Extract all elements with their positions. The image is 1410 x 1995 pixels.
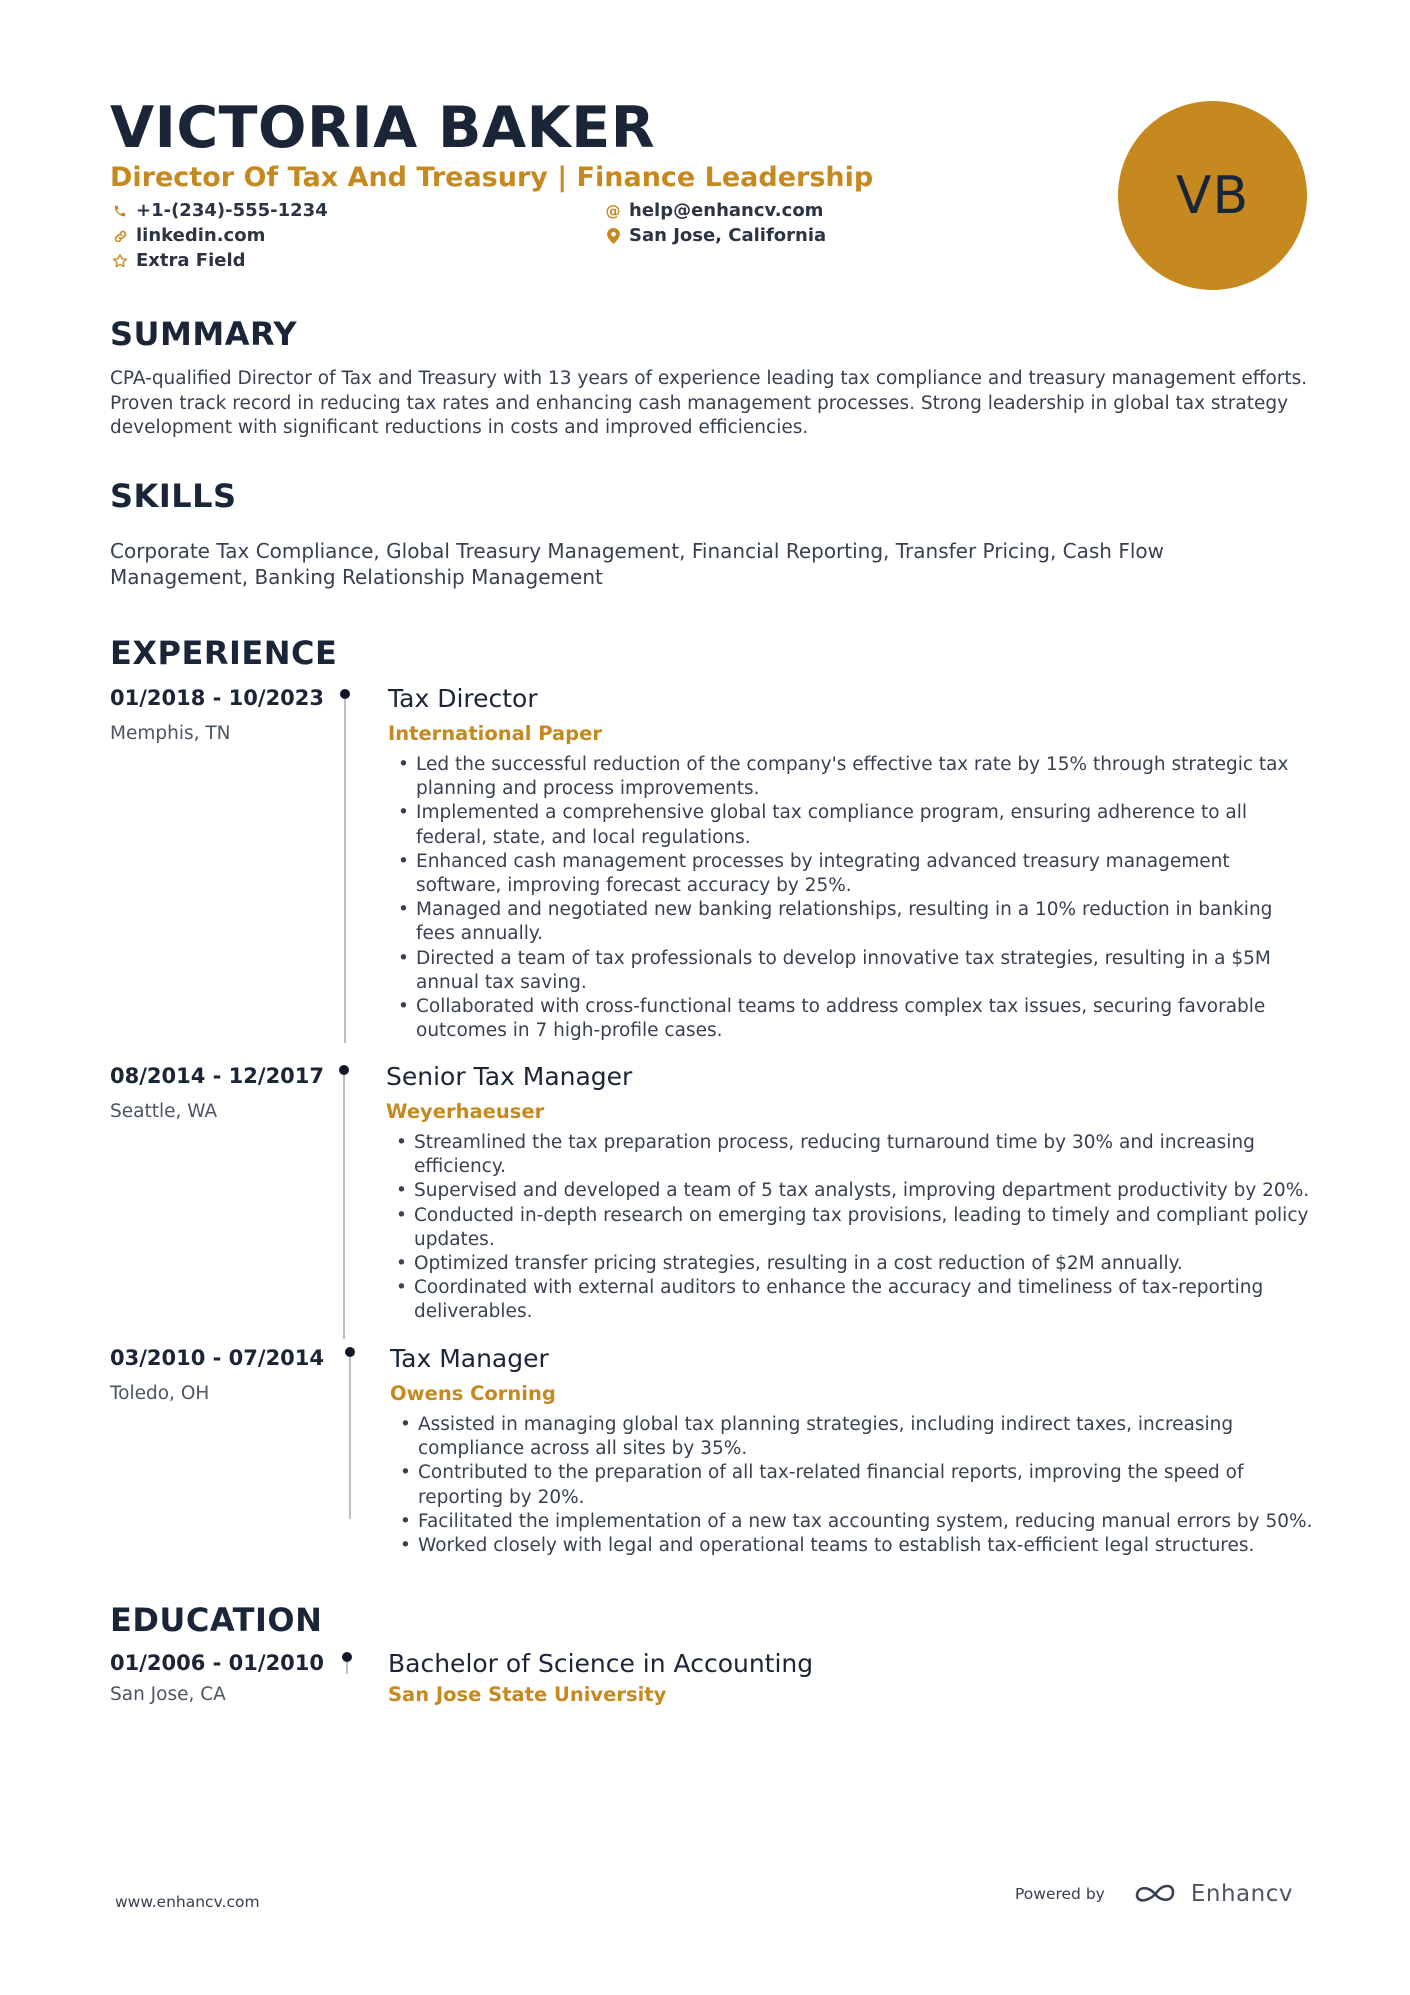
at-icon: @ [605,202,621,220]
entry-bullets [392,1131,1312,1325]
linkedin-link[interactable]: linkedin.com [136,225,266,246]
list-item: • Managed and negotiated new banking relationships, resulting in a 10% reduction in banking fees annually. [394,898,1314,946]
timeline-line [346,1662,348,1674]
list-item: • Enhanced cash management processes by integrating advanced treasury management software, improving forecast accuracy by 25%. [394,850,1314,898]
contact-linkedin [110,223,265,249]
contact-phone [110,198,328,224]
entry-location: Memphis, TN [110,723,231,744]
summary-text: CPA-qualified Director of Tax and Treasury with 13 years of experience leading tax compliance and treasury management efforts. Proven track record in reducing tax rates and enhancing cash management processes. Strong leadership in global tax strategy development with significant reductions in costs and improved efficiencies. [110,368,1308,438]
entry-location: Toledo, OH [110,1383,210,1404]
entry-dates: 03/2010 - 07/2014 [110,1346,325,1370]
list-item: • Coordinated with external auditors to enhance the accuracy and timeliness of tax-reporting deliverables. [392,1276,1312,1324]
entry-bullets [394,753,1314,1043]
entry-dates: 01/2006 - 01/2010 [110,1651,325,1675]
star-icon [110,253,130,269]
list-item: • Conducted in-depth research on emerging tax provisions, leading to timely and compliant policy updates. [392,1204,1312,1252]
summary-heading: SUMMARY [110,315,298,353]
skills-text: Corporate Tax Compliance, Global Treasury Management, Financial Reporting, Transfer Pricing, Cash Flow Management, Banking Relationship Management [110,539,1164,589]
avatar: VB [1118,101,1307,290]
list-item: • Optimized transfer pricing strategies, resulting in a cost reduction of $2M annually. [392,1252,1312,1276]
extra-field-text: Extra Field [136,250,246,271]
list-item: • Facilitated the implementation of a new tax accounting system, reducing manual errors by 50%. [396,1510,1316,1534]
email-link[interactable]: help@enhancv.com [629,200,824,221]
list-item: • Streamlined the tax preparation process, reducing turnaround time by 30% and increasing efficiency. [392,1131,1312,1179]
powered-by-text: Powered by [1015,1885,1105,1903]
contact-email [603,198,823,224]
list-item: • Assisted in managing global tax planning strategies, including indirect taxes, increasing compliance across all sites by 35%. [396,1413,1316,1461]
entry-dates: 01/2018 - 10/2023 [110,686,325,710]
footer-branding [1015,1880,1293,1908]
education-heading: EDUCATION [110,1601,323,1639]
education-school: San Jose State University [388,1683,667,1706]
entry-role: Tax Manager [390,1344,549,1373]
education-degree: Bachelor of Science in Accounting [388,1649,814,1678]
entry-location: Seattle, WA [110,1101,218,1122]
entry-dates: 08/2014 - 12/2017 [110,1064,325,1088]
map-pin-icon [603,228,623,244]
enhancv-brand-name: Enhancv [1190,1881,1293,1907]
candidate-name: VICTORIA BAKER [110,95,656,161]
experience-heading: EXPERIENCE [110,634,338,672]
enhancv-logo-icon [1133,1880,1179,1908]
timeline-dot [342,1652,352,1662]
list-item: • Implemented a comprehensive global tax compliance program, ensuring adherence to all federal, state, and local regulations. [394,801,1314,849]
list-item: • Supervised and developed a team of 5 tax analysts, improving department productivity by 20%. [392,1179,1312,1203]
contact-extra [110,248,246,274]
list-item: • Directed a team of tax professionals to develop innovative tax strategies, resulting in a $5M annual tax saving. [394,947,1314,995]
phone-text[interactable]: +1-(234)-555-1234 [136,200,328,221]
list-item: • Worked closely with legal and operational teams to establish tax-efficient legal structures. [396,1534,1316,1558]
entry-company: Weyerhaeuser [386,1100,545,1123]
list-item: • Collaborated with cross-functional teams to address complex tax issues, securing favorable outcomes in 7 high-profile cases. [394,995,1314,1043]
list-item: • Contributed to the preparation of all tax-related financial reports, improving the speed of reporting by 20%. [396,1461,1316,1509]
timeline-dot [345,1347,355,1357]
entry-company: International Paper [388,722,602,745]
timeline-line [344,699,346,1043]
headline: Director Of Tax And Treasury | Finance Leadership [110,162,874,193]
phone-icon [110,204,130,218]
entry-location: San Jose, CA [110,1684,226,1705]
timeline-line [349,1357,351,1519]
timeline-line [343,1075,345,1339]
location-text: San Jose, California [629,225,827,246]
skills-heading: SKILLS [110,477,237,515]
entry-bullets [396,1413,1316,1558]
entry-company: Owens Corning [390,1382,556,1405]
timeline-dot [340,689,350,699]
list-item: • Led the successful reduction of the company's effective tax rate by 15% through strategic tax planning and process improvements. [394,753,1314,801]
footer-website[interactable]: www.enhancv.com [115,1893,260,1911]
link-icon [110,229,130,244]
entry-role: Senior Tax Manager [386,1062,633,1091]
timeline-dot [339,1065,349,1075]
entry-role: Tax Director [388,684,538,713]
contact-location [603,223,826,249]
